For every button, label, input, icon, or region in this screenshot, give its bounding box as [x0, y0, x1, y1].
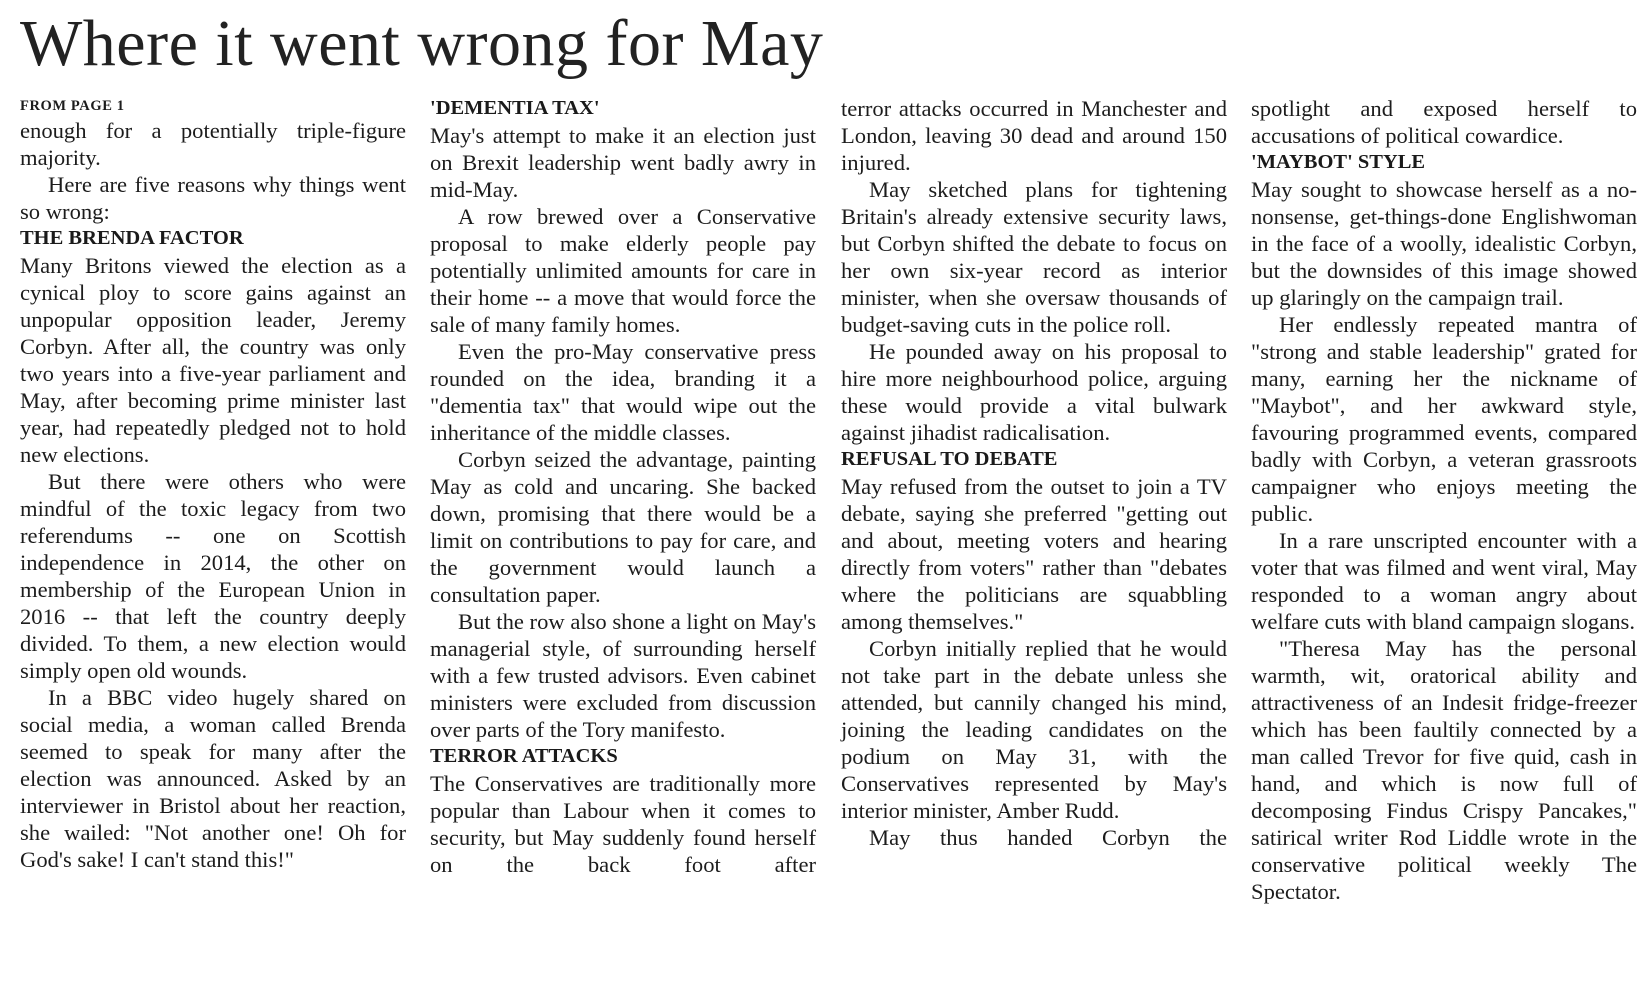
body-paragraph: "Theresa May has the personal warmth, wit, oratorical ability and attractiveness of an Indesit fridge-freezer which has been faultily connected by a man called Trevor for five quid, cash in hand, and which is now full of decomposing Findus Crispy Pancakes," satirical writer Rod Liddle wrote in the conservative political weekly The Spectator. — [1251, 636, 1637, 904]
column-4 — [1251, 95, 1637, 905]
body-paragraph: In a BBC video hugely shared on social media, a woman called Brenda seemed to speak for many after the election was announced. Asked by an interviewer in Bristol about her reaction, she wailed: "Not another one! Oh for God's sake! I can't stand this!" — [20, 685, 406, 872]
body-paragraph: In a rare unscripted encounter with a voter that was filmed and went viral, May responded to a woman angry about welfare cuts with bland campaign slogans. — [1251, 528, 1637, 634]
column-2 — [430, 95, 816, 878]
body-paragraph: May refused from the outset to join a TV debate, saying she preferred "getting out and about, meeting voters and hearing directly from voters" rather than "debates where the politicians are squabbling among themselves." — [841, 474, 1227, 634]
from-page-label: FROM PAGE 1 — [20, 98, 125, 114]
section-heading-dementia-tax: 'DEMENTIA TAX' — [430, 97, 600, 119]
column-3 — [841, 95, 1227, 851]
body-paragraph: But there were others who were mindful of the toxic legacy from two referendums -- one on Scottish independence in 2014, the other on membership of the European Union in 2016 -- that left the country deeply divided. To them, a new election would simply open old wounds. — [20, 469, 406, 683]
body-paragraph: spotlight and exposed herself to accusations of political cowardice. — [1251, 96, 1637, 148]
body-paragraph: The Conservatives are traditionally more popular than Labour when it comes to security, but May suddenly found herself on the back foot after — [430, 771, 816, 877]
section-heading-brenda: THE BRENDA FACTOR — [20, 227, 244, 249]
body-paragraph: But the row also shone a light on May's managerial style, of surrounding herself with a few trusted advisors. Even cabinet ministers were excluded from discussion over parts of the Tory manifesto. — [430, 609, 817, 742]
body-paragraph: He pounded away on his proposal to hire more neighbourhood police, arguing these would provide a vital bulwark against jihadist radicalisation. — [841, 339, 1227, 445]
body-paragraph: May sketched plans for tightening Britain's already extensive security laws, but Corbyn shifted the debate to focus on her own six-year record as interior minister, when she oversaw thousands of budget-saving cuts in the police roll. — [841, 177, 1227, 337]
body-paragraph: May's attempt to make it an election just on Brexit leadership went badly awry in mid-May. — [430, 123, 816, 202]
body-paragraph: Corbyn seized the advantage, painting May as cold and uncaring. She backed down, promising that there would be a limit on contributions to pay for care, and the government would launch a consultation paper. — [430, 447, 816, 607]
section-heading-terror-attacks: TERROR ATTACKS — [430, 745, 618, 767]
body-paragraph: May thus handed Corbyn the — [869, 825, 1227, 850]
body-paragraph: A row brewed over a Conservative proposal to make elderly people pay potentially unlimited amounts for care in their home -- a move that would force the sale of many family homes. — [430, 204, 816, 337]
body-paragraph: terror attacks occurred in Manchester and London, leaving 30 dead and around 150 injured. — [841, 96, 1227, 175]
body-paragraph: Even the pro-May conservative press rounded on the idea, branding it a "dementia tax" that would wipe out the inheritance of the middle classes. — [430, 339, 816, 445]
column-1 — [20, 95, 406, 873]
section-heading-refusal-to-debate: REFUSAL TO DEBATE — [841, 448, 1058, 470]
body-paragraph: Corbyn initially replied that he would not take part in the debate unless she attended, but cannily changed his mind, joining the leading candidates on the podium on May 31, with the Conservatives represented by May's interior minister, Amber Rudd. — [841, 636, 1227, 823]
headline: Where it went wrong for May — [20, 7, 824, 80]
intro-paragraph: enough for a potentially triple-figure majority. — [20, 118, 406, 170]
section-heading-maybot-style: 'MAYBOT' STYLE — [1251, 151, 1426, 173]
body-paragraph: Her endlessly repeated mantra of "strong and stable leadership" grated for many, earning her the nickname of "Maybot", and her awkward style, favouring programmed events, compared badly with Corbyn, a veteran grassroots campaigner who enjoys meeting the public. — [1251, 312, 1637, 526]
body-paragraph: Many Britons viewed the election as a cynical ploy to score gains against an unpopular opposition leader, Jeremy Corbyn. After all, the country was only two years into a five-year parliament and May, after becoming prime minister last year, had repeatedly pledged not to hold new elections. — [20, 253, 406, 467]
intro-paragraph: Here are five reasons why things went so wrong: — [20, 172, 406, 224]
body-paragraph: May sought to showcase herself as a no-nonsense, get-things-done Englishwoman in the face of a woolly, idealistic Corbyn, but the downsides of this image showed up glaringly on the campaign trail. — [1251, 177, 1637, 310]
